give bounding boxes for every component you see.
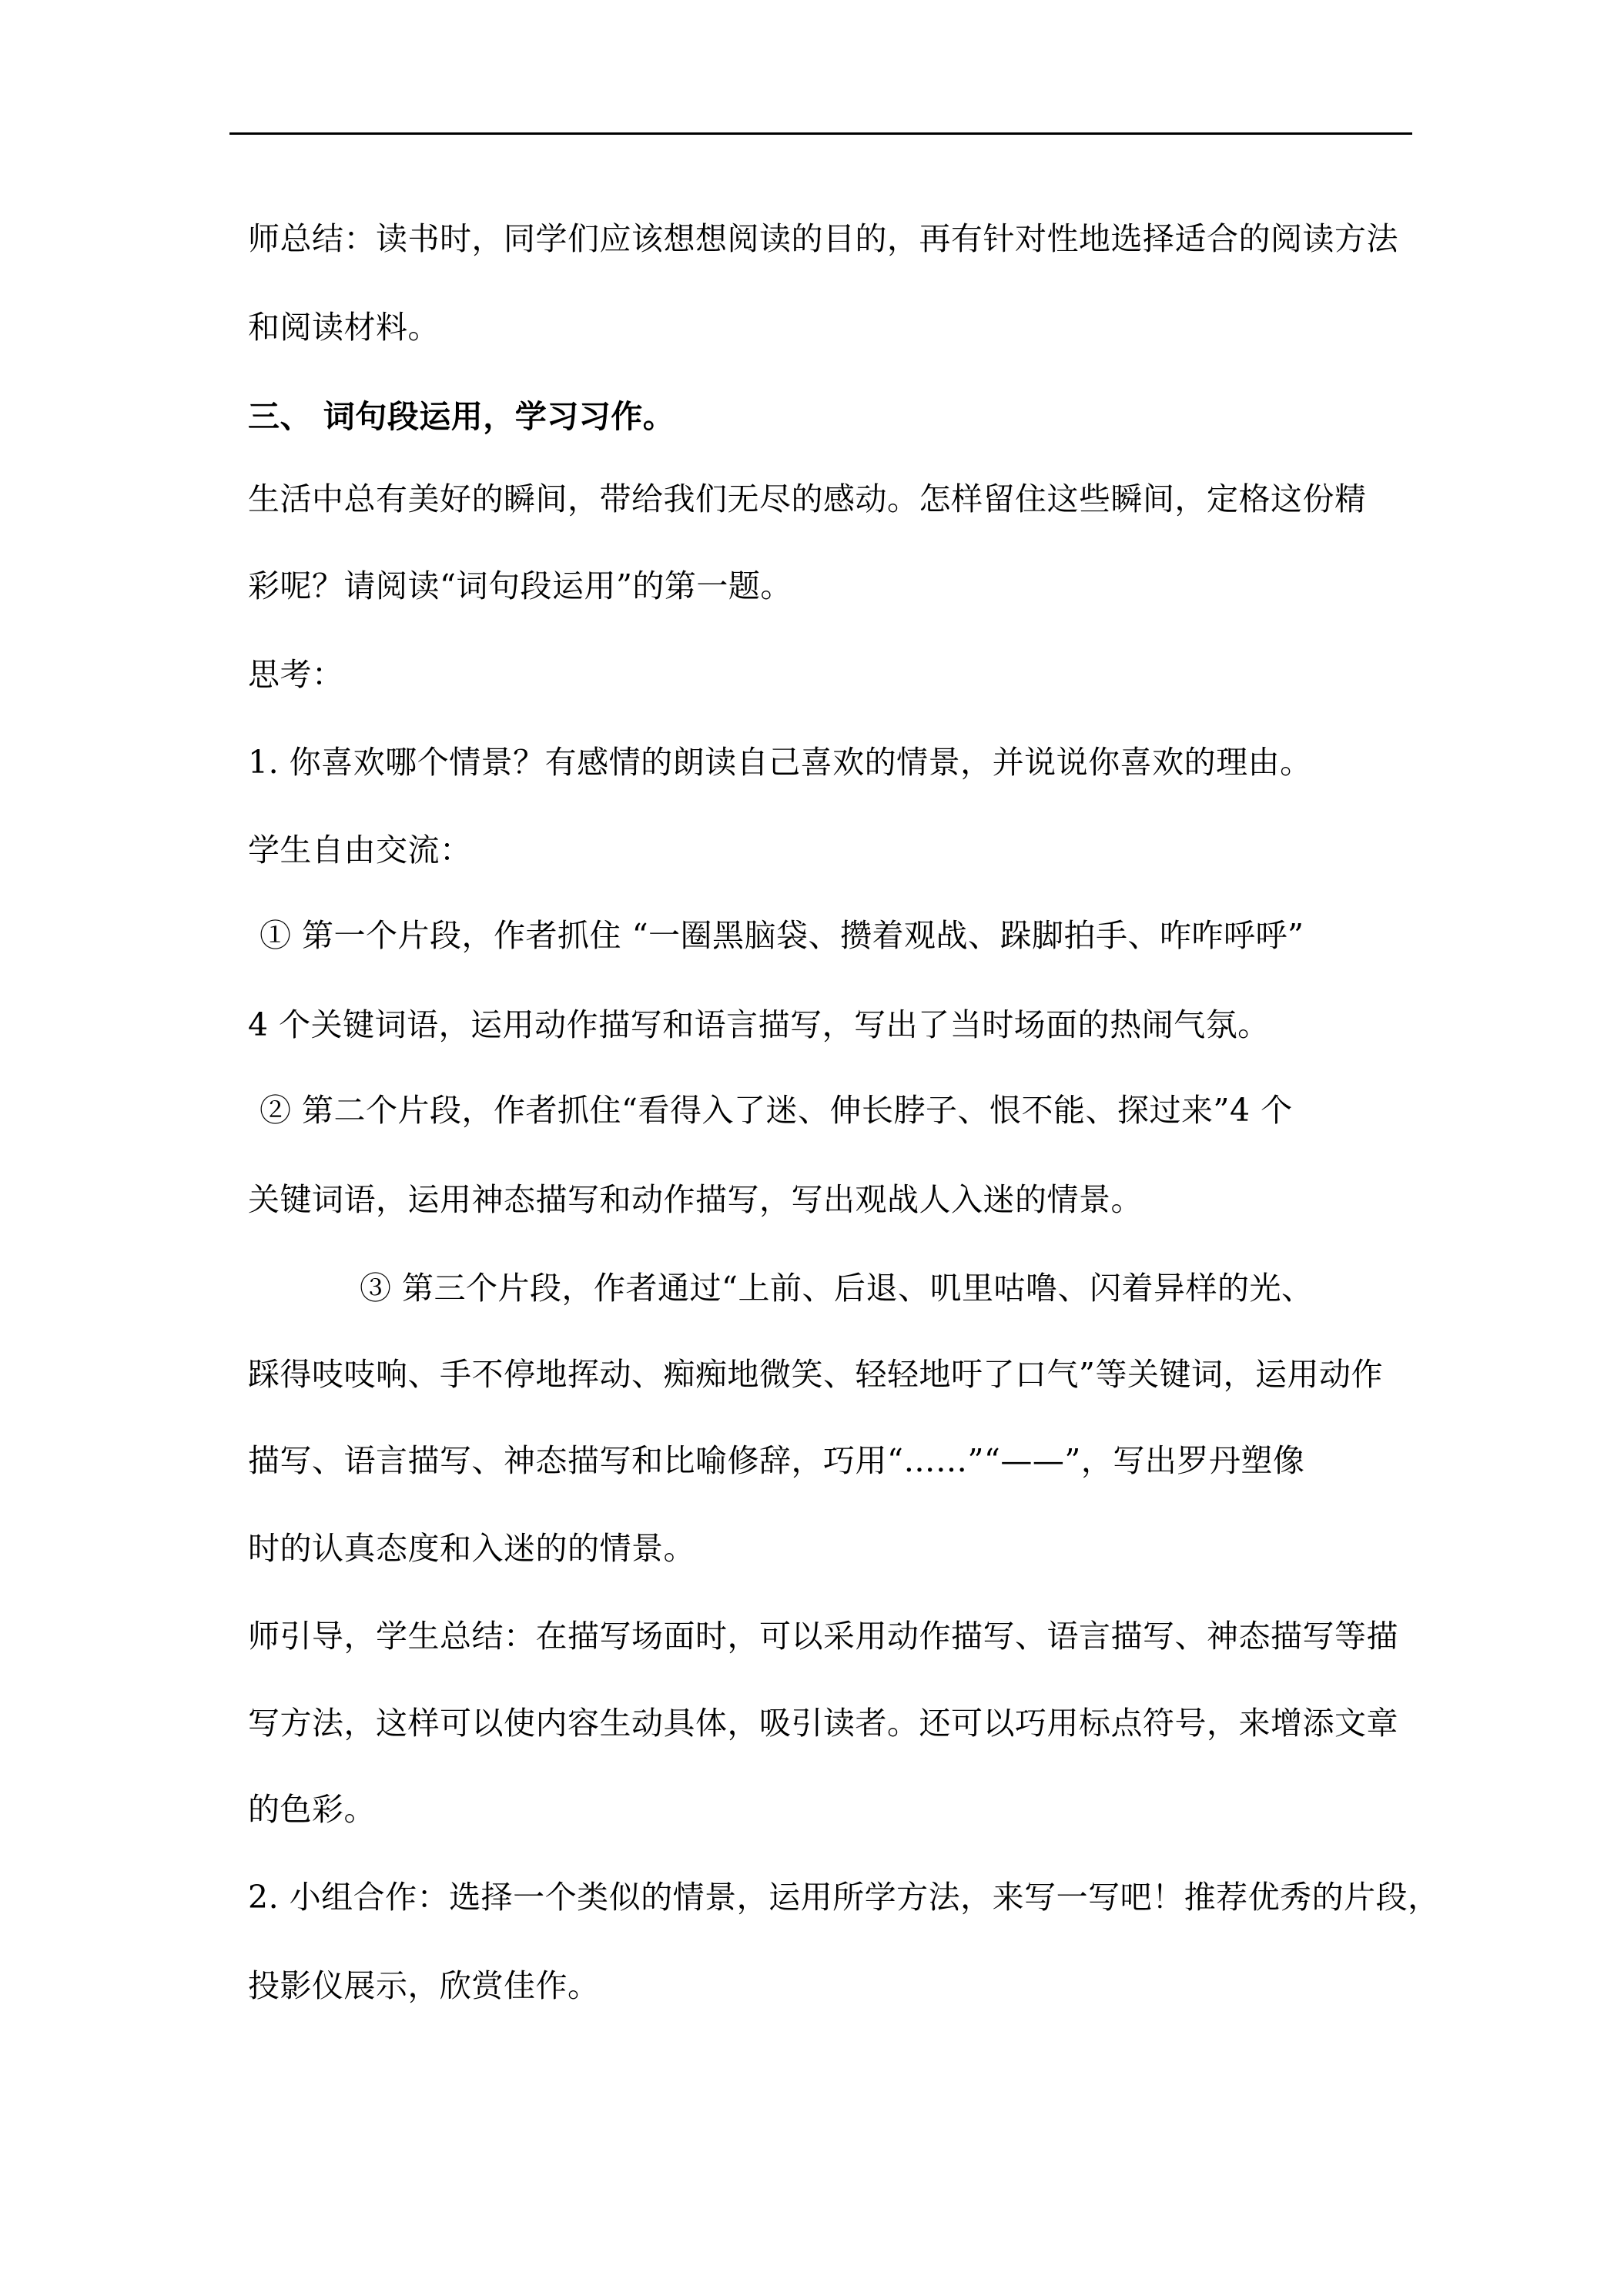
paragraph-line: 学生自由交流：: [248, 832, 472, 869]
paragraph-line: 4 个关键词语，运用动作描写和语言描写，写出了当时场面的热闹气氛。: [248, 1006, 1270, 1043]
paragraph-line: 关键词语，运用神态描写和动作描写，写出观战人入迷的情景。: [248, 1181, 1143, 1218]
paragraph-line: 的色彩。: [248, 1791, 376, 1828]
paragraph-line: 踩得吱吱响、手不停地挥动、痴痴地微笑、轻轻地吁了口气”等关键词，运用动作: [248, 1356, 1383, 1393]
paragraph-line: 思考：: [248, 656, 344, 693]
list-item: ③ 第三个片段，作者通过“上前、后退、叽里咕噜、闪着异样的光、: [360, 1270, 1314, 1307]
paragraph-line: 写方法，这样可以使内容生动具体，吸引读者。还可以巧用标点符号，来增添文章: [248, 1705, 1398, 1742]
paragraph-line: 时的认真态度和入迷的的情景。: [248, 1530, 695, 1567]
list-item: ② 第二个片段，作者抓住“看得入了迷、伸长脖子、恨不能、探过来”4 个: [260, 1092, 1293, 1129]
paragraph-line: 描写、语言描写、神态描写和比喻修辞，巧用“……”“——”，写出罗丹塑像: [248, 1442, 1305, 1479]
header-rule: [229, 132, 1412, 135]
paragraph-line: 和阅读材料。: [248, 309, 440, 346]
paragraph-line: 投影仪展示，欣赏佳作。: [248, 1967, 600, 2004]
list-item: 2. 小组合作：选择一个类似的情景，运用所学方法，来写一写吧！推荐优秀的片段，: [248, 1879, 1440, 1916]
paragraph-line: 彩呢？请阅读“词句段运用”的第一题。: [248, 567, 792, 604]
list-item: ① 第一个片段，作者抓住 “一圈黑脑袋、攒着观战、跺脚拍手、咋咋呼呼”: [260, 917, 1304, 954]
paragraph-line: 生活中总有美好的瞬间，带给我们无尽的感动。怎样留住这些瞬间，定格这份精: [248, 480, 1367, 517]
paragraph-line: 师引导，学生总结：在描写场面时，可以采用动作描写、语言描写、神态描写等描: [248, 1618, 1398, 1655]
list-item: 1. 你喜欢哪个情景？有感情的朗读自己喜欢的情景，并说说你喜欢的理由。: [248, 744, 1312, 781]
section-heading: 三、 词句段运用，学习习作。: [248, 398, 675, 435]
paragraph-line: 师总结：读书时，同学们应该想想阅读的目的，再有针对性地选择适合的阅读方法: [248, 220, 1398, 257]
